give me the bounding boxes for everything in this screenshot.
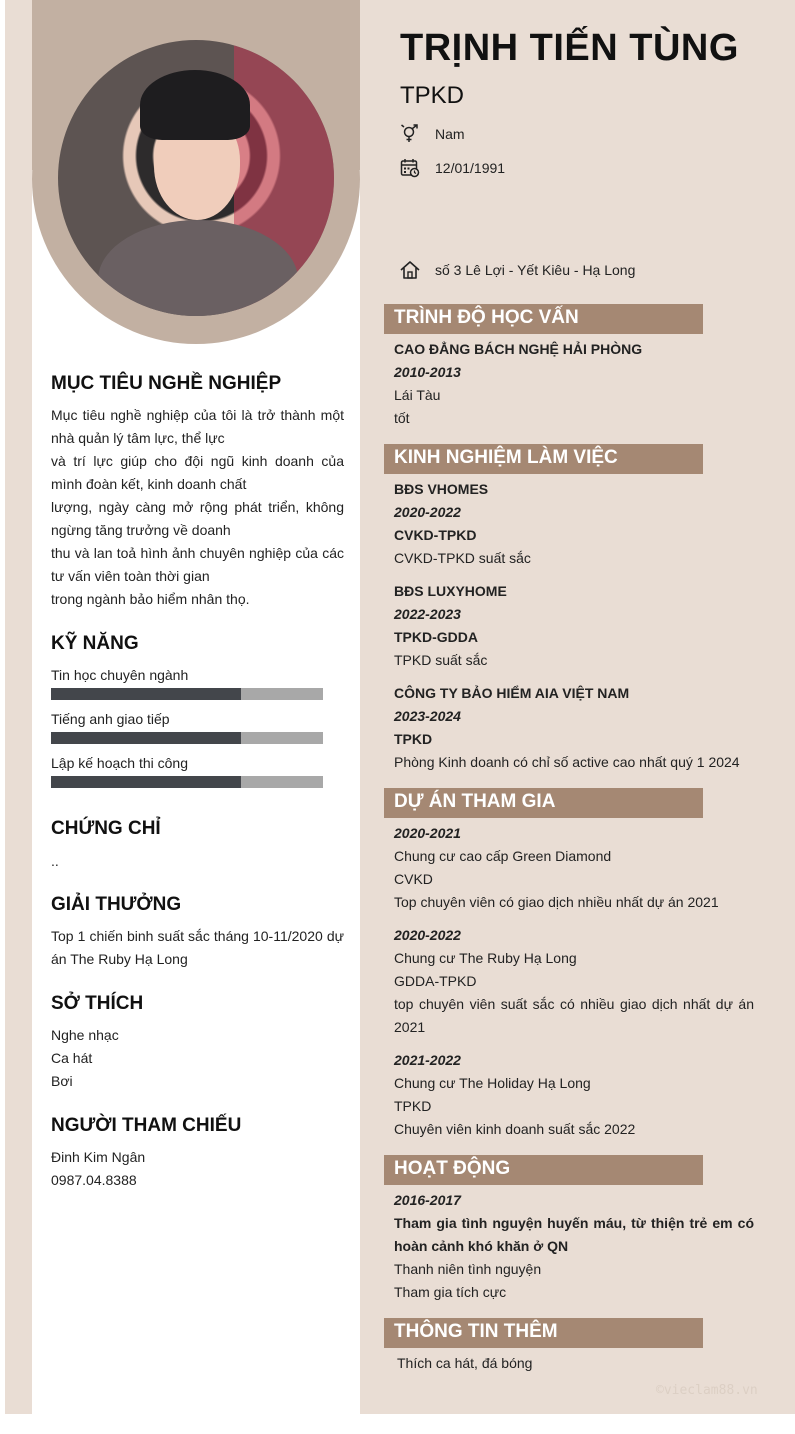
education-block xyxy=(394,338,754,430)
list-item: Ca hát xyxy=(51,1050,93,1066)
candidate-name: TRỊNH TIẾN TÙNG xyxy=(400,27,739,69)
awards-text: Top 1 chiến binh suất sắc tháng 10-11/2020 dự án The Ruby Hạ Long xyxy=(51,928,344,967)
project-item: 2020-2022 Chung cư The Ruby Hạ Long GDDA-TPKD top chuyên viên suất sắc có nhiều giao dịch nhất dự án 2021 xyxy=(394,927,754,1035)
left-column xyxy=(32,0,360,1414)
address-row xyxy=(400,260,635,280)
calendar-icon xyxy=(400,158,420,178)
gender-value: Nam xyxy=(435,126,465,142)
awards-title: GIẢI THƯỞNG xyxy=(51,894,182,915)
watermark: ©vieclam88.vn xyxy=(656,1383,758,1398)
gender-icon xyxy=(400,124,420,144)
reference-phone: 0987.04.8388 xyxy=(51,1172,137,1188)
address-value: số 3 Lê Lợi - Yết Kiêu - Hạ Long xyxy=(435,262,636,278)
skill-bar xyxy=(51,776,323,788)
experience-item: CÔNG TY BẢO HIỂM AIA VIỆT NAM 2023-2024 TPKD Phòng Kinh doanh có chỉ số active cao nhất quý 1 2024 xyxy=(394,685,740,770)
avatar xyxy=(58,40,334,316)
school-name: CAO ĐẲNG BÁCH NGHỆ HẢI PHÒNG xyxy=(394,341,643,357)
objective-title: MỤC TIÊU NGHỀ NGHIỆP xyxy=(51,373,282,394)
list-item: Nghe nhạc xyxy=(51,1027,119,1043)
skill-label: Tin học chuyên ngành xyxy=(51,667,189,683)
skill-bar xyxy=(51,732,323,744)
additional-header: THÔNG TIN THÊM xyxy=(384,1318,703,1348)
birthdate-row xyxy=(400,158,505,178)
skills-title: KỸ NĂNG xyxy=(51,633,139,654)
list-item: Bơi xyxy=(51,1073,73,1089)
references-title: NGƯỜI THAM CHIẾU xyxy=(51,1115,242,1136)
activities-header: HOẠT ĐỘNG xyxy=(384,1155,703,1185)
education-result: tốt xyxy=(394,410,410,426)
education-years: 2010-2013 xyxy=(394,364,461,380)
hobbies-list xyxy=(51,1024,344,1093)
objective-text: Mục tiêu nghề nghiệp của tôi là trở thành một nhà quản lý tâm lực, thể lực và trí lực giúp cho đội ngũ kinh doanh của mình đoàn kết, kinh doanh chất lượng, ngày càng mở rộng phát triển, không ngừng tăng trưởng về doanh thu và lan toả hình ảnh chuyên nghiệp của các tư vấn viên toàn thời gian trong ngành bảo hiểm nhân thọ. xyxy=(51,407,344,607)
references-text xyxy=(51,1146,344,1192)
candidate-position: TPKD xyxy=(400,82,465,109)
experience-item: BĐS VHOMES 2020-2022 CVKD-TPKD CVKD-TPKD suất sắc xyxy=(394,481,531,566)
skill-bar xyxy=(51,688,323,700)
birthdate-value: 12/01/1991 xyxy=(435,160,506,176)
certificates-title: CHỨNG CHỈ xyxy=(51,818,161,839)
project-item: 2020-2021 Chung cư cao cấp Green Diamond CVKD Top chuyên viên có giao dịch nhiều nhất dự án 2021 xyxy=(394,825,719,910)
skill-label: Lập kế hoạch thi công xyxy=(51,755,188,771)
home-icon xyxy=(400,260,420,280)
experience-item: BĐS LUXYHOME 2022-2023 TPKD-GDDA TPKD suất sắc xyxy=(394,583,507,668)
certificates-text: .. xyxy=(51,853,59,869)
additional-text: Thích ca hát, đá bóng xyxy=(397,1355,533,1371)
education-header: TRÌNH ĐỘ HỌC VẤN xyxy=(384,304,703,334)
reference-name: Đinh Kim Ngân xyxy=(51,1149,146,1165)
skill-label: Tiếng anh giao tiếp xyxy=(51,711,170,727)
gender-row xyxy=(400,124,465,144)
education-major: Lái Tàu xyxy=(394,387,441,403)
hobbies-title: SỞ THÍCH xyxy=(51,993,144,1014)
activity-item: 2016-2017 Tham gia tình nguyện huyến máu, từ thiện trẻ em có hoàn cảnh khó khăn ở QN Thanh niên tình nguyện Tham gia tích cực xyxy=(394,1192,754,1300)
project-item: 2021-2022 Chung cư The Holiday Hạ Long TPKD Chuyên viên kinh doanh suất sắc 2022 xyxy=(394,1052,636,1137)
experience-header: KINH NGHIỆM LÀM VIỆC xyxy=(384,444,703,474)
projects-header: DỰ ÁN THAM GIA xyxy=(384,788,703,818)
